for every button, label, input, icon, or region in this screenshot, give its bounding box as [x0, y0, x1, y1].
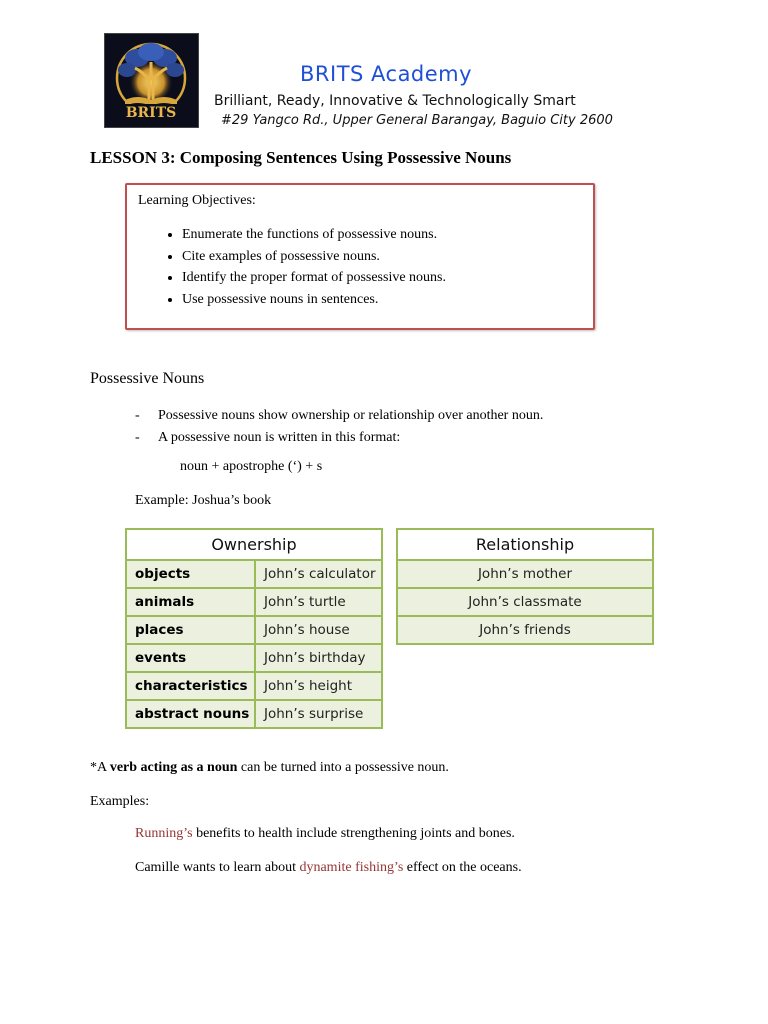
- example-highlight: dynamite fishing’s: [299, 860, 404, 875]
- objective-item: • Identify the proper format of possessive nouns.: [182, 267, 446, 289]
- table-row: [397, 588, 653, 616]
- relationship-table: [396, 528, 654, 645]
- ownership-example: John’s height: [255, 672, 382, 700]
- verb-note: [90, 760, 449, 776]
- relationship-table-header: Relationship: [397, 529, 653, 560]
- section-heading-possessive-nouns: Possessive Nouns: [90, 370, 205, 387]
- example-sentence: [135, 826, 515, 842]
- definition-list: [135, 405, 543, 448]
- school-tagline: Brilliant, Ready, Innovative & Technologically Smart: [214, 93, 576, 109]
- definition-item: [135, 427, 543, 449]
- ownership-category: events: [126, 644, 255, 672]
- example-after: effect on the oceans.: [403, 860, 522, 875]
- verb-note-suffix: can be turned into a possessive noun.: [237, 760, 449, 775]
- ownership-example: John’s surprise: [255, 700, 382, 728]
- relationship-example: John’s mother: [397, 560, 653, 588]
- possessive-example: Example: Joshua’s book: [135, 493, 272, 508]
- dash-bullet: -: [135, 408, 140, 423]
- objective-item: • Cite examples of possessive nouns.: [182, 246, 446, 268]
- lesson-title: LESSON 3: Composing Sentences Using Possessive Nouns: [90, 148, 512, 167]
- example-highlight: Running’s: [135, 826, 193, 841]
- school-name: BRITS Academy: [300, 62, 473, 86]
- ownership-example: John’s house: [255, 616, 382, 644]
- ownership-example: John’s calculator: [255, 560, 382, 588]
- ownership-example: John’s birthday: [255, 644, 382, 672]
- table-row: [126, 672, 382, 700]
- ownership-table: [125, 528, 383, 729]
- verb-note-bold: verb acting as a noun: [109, 760, 238, 775]
- table-row: [126, 588, 382, 616]
- ownership-table-header: Ownership: [126, 529, 382, 560]
- ownership-category: animals: [126, 588, 255, 616]
- examples-label: Examples:: [90, 794, 150, 809]
- table-row: [126, 560, 382, 588]
- school-address: #29 Yangco Rd., Upper General Barangay, Baguio City 2600: [221, 113, 613, 128]
- ownership-category: abstract nouns: [126, 700, 255, 728]
- ownership-category: places: [126, 616, 255, 644]
- objective-item: • Enumerate the functions of possessive nouns.: [182, 224, 446, 246]
- definition-item: [135, 405, 543, 427]
- ownership-category: objects: [126, 560, 255, 588]
- table-row: [397, 616, 653, 644]
- example-before: Camille wants to learn about: [135, 860, 300, 875]
- ownership-category: characteristics: [126, 672, 255, 700]
- table-row: [397, 560, 653, 588]
- relationship-example: John’s classmate: [397, 588, 653, 616]
- brits-logo: [104, 33, 199, 128]
- relationship-example: John’s friends: [397, 616, 653, 644]
- definition-text: A possessive noun is written in this format:: [158, 429, 401, 445]
- definition-text: Possessive nouns show ownership or relationship over another noun.: [158, 408, 544, 423]
- possessive-formula: noun + apostrophe (‘) + s: [180, 459, 323, 474]
- dash-bullet: -: [135, 429, 140, 445]
- objectives-heading: Learning Objectives:: [138, 193, 256, 208]
- ownership-example: John’s turtle: [255, 588, 382, 616]
- table-row: [126, 616, 382, 644]
- table-row: [126, 700, 382, 728]
- learning-objectives-box: [125, 183, 595, 330]
- verb-note-prefix: *A: [90, 760, 110, 775]
- table-row: [126, 644, 382, 672]
- objectives-list: [138, 224, 446, 310]
- example-sentence: [135, 860, 522, 876]
- tree-emblem-icon: [105, 34, 198, 127]
- example-after: benefits to health include strengthening joints and bones.: [192, 826, 515, 841]
- objective-item: • Use possessive nouns in sentences.: [182, 289, 446, 311]
- logo-text: BRITS: [125, 105, 177, 121]
